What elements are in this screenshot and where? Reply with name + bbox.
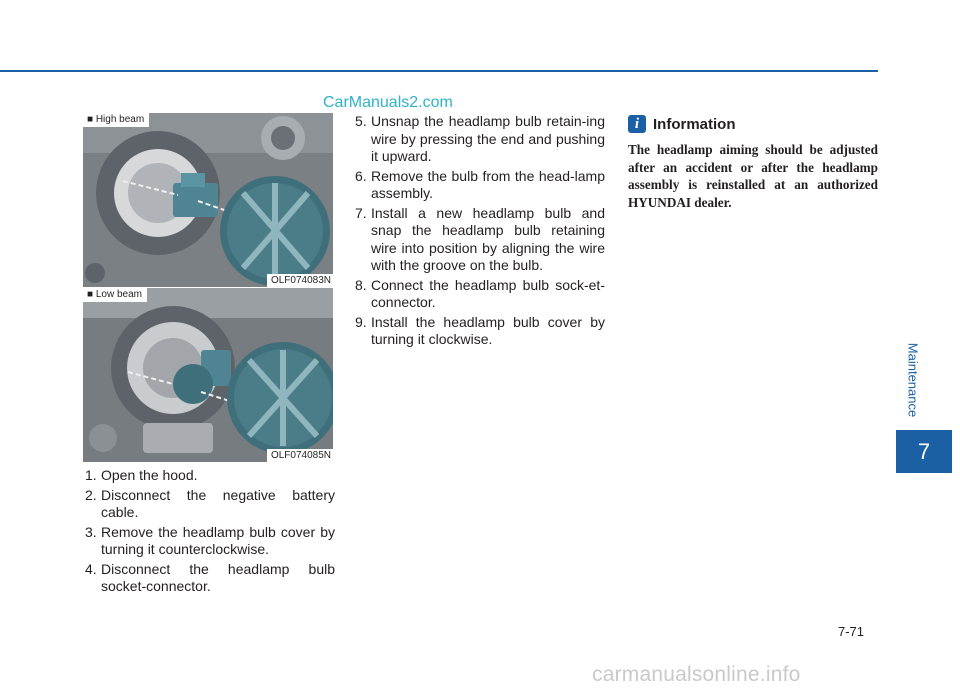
step-number: 8. [355, 276, 367, 293]
step-item [355, 113, 605, 166]
step-text: Unsnap the headlamp bulb retain-ing wire by pressing the end and pushing it upward. [371, 113, 605, 164]
step-item [355, 277, 605, 312]
information-header [628, 115, 878, 133]
step-text: Disconnect the negative battery cable. [101, 486, 335, 520]
step-text: Connect the headlamp bulb sock-et-connector. [371, 276, 605, 310]
step-text: Install a new headlamp bulb and snap the headlamp bulb retaining wire into position by aligning the wire with the groove on the bulb. [371, 204, 605, 273]
page-number: 7-71 [838, 624, 865, 639]
step-item [355, 168, 605, 203]
watermark-carmanualsonline[interactable]: carmanualsonline.info [592, 663, 801, 686]
step-text: Install the headlamp bulb cover by turning it clockwise. [371, 313, 605, 347]
figure-label: ■ Low beam [83, 288, 147, 302]
high-beam-illustration [83, 113, 333, 287]
step-number: 4. [85, 560, 97, 577]
step-item [85, 487, 335, 522]
step-number: 1. [85, 467, 97, 483]
figure-code: OLF074085N [267, 449, 333, 462]
low-beam-illustration [83, 288, 333, 462]
figure-low-beam [83, 288, 333, 462]
step-number: 9. [355, 313, 367, 330]
section-name: Maintenance [905, 342, 921, 418]
information-body: The headlamp aiming should be adjusted after an accident or after the headlamp assembly is reinstalled at an authorized HYUNDAI dealer. [628, 142, 878, 210]
header-rule [0, 70, 878, 72]
figure-label: ■ High beam [83, 113, 149, 127]
step-item [355, 314, 605, 349]
step-item [355, 205, 605, 275]
chapter-tab: 7 [896, 430, 952, 473]
step-number: 5. [355, 113, 367, 129]
section-tab-label [904, 335, 922, 425]
information-box [628, 115, 878, 211]
step-text: Remove the bulb from the head-lamp assembly. [371, 167, 605, 201]
step-text: Open the hood. [101, 467, 198, 483]
step-text: Remove the headlamp bulb cover by turning it counterclockwise. [101, 523, 335, 557]
step-number: 6. [355, 167, 367, 184]
watermark-carmanuals2[interactable]: CarManuals2.com [323, 94, 453, 111]
step-number: 3. [85, 523, 97, 540]
steps-list-left [85, 467, 335, 598]
step-number: 7. [355, 204, 367, 221]
step-item [85, 524, 335, 559]
steps-list-middle [355, 113, 605, 351]
figure-code: OLF074083N [267, 274, 333, 287]
step-text: Disconnect the headlamp bulb socket-connector. [101, 560, 335, 594]
step-item [85, 467, 335, 485]
step-number: 2. [85, 486, 97, 503]
information-title: Information [653, 115, 736, 133]
figure-high-beam [83, 113, 333, 287]
information-icon: i [628, 115, 646, 133]
step-item [85, 561, 335, 596]
